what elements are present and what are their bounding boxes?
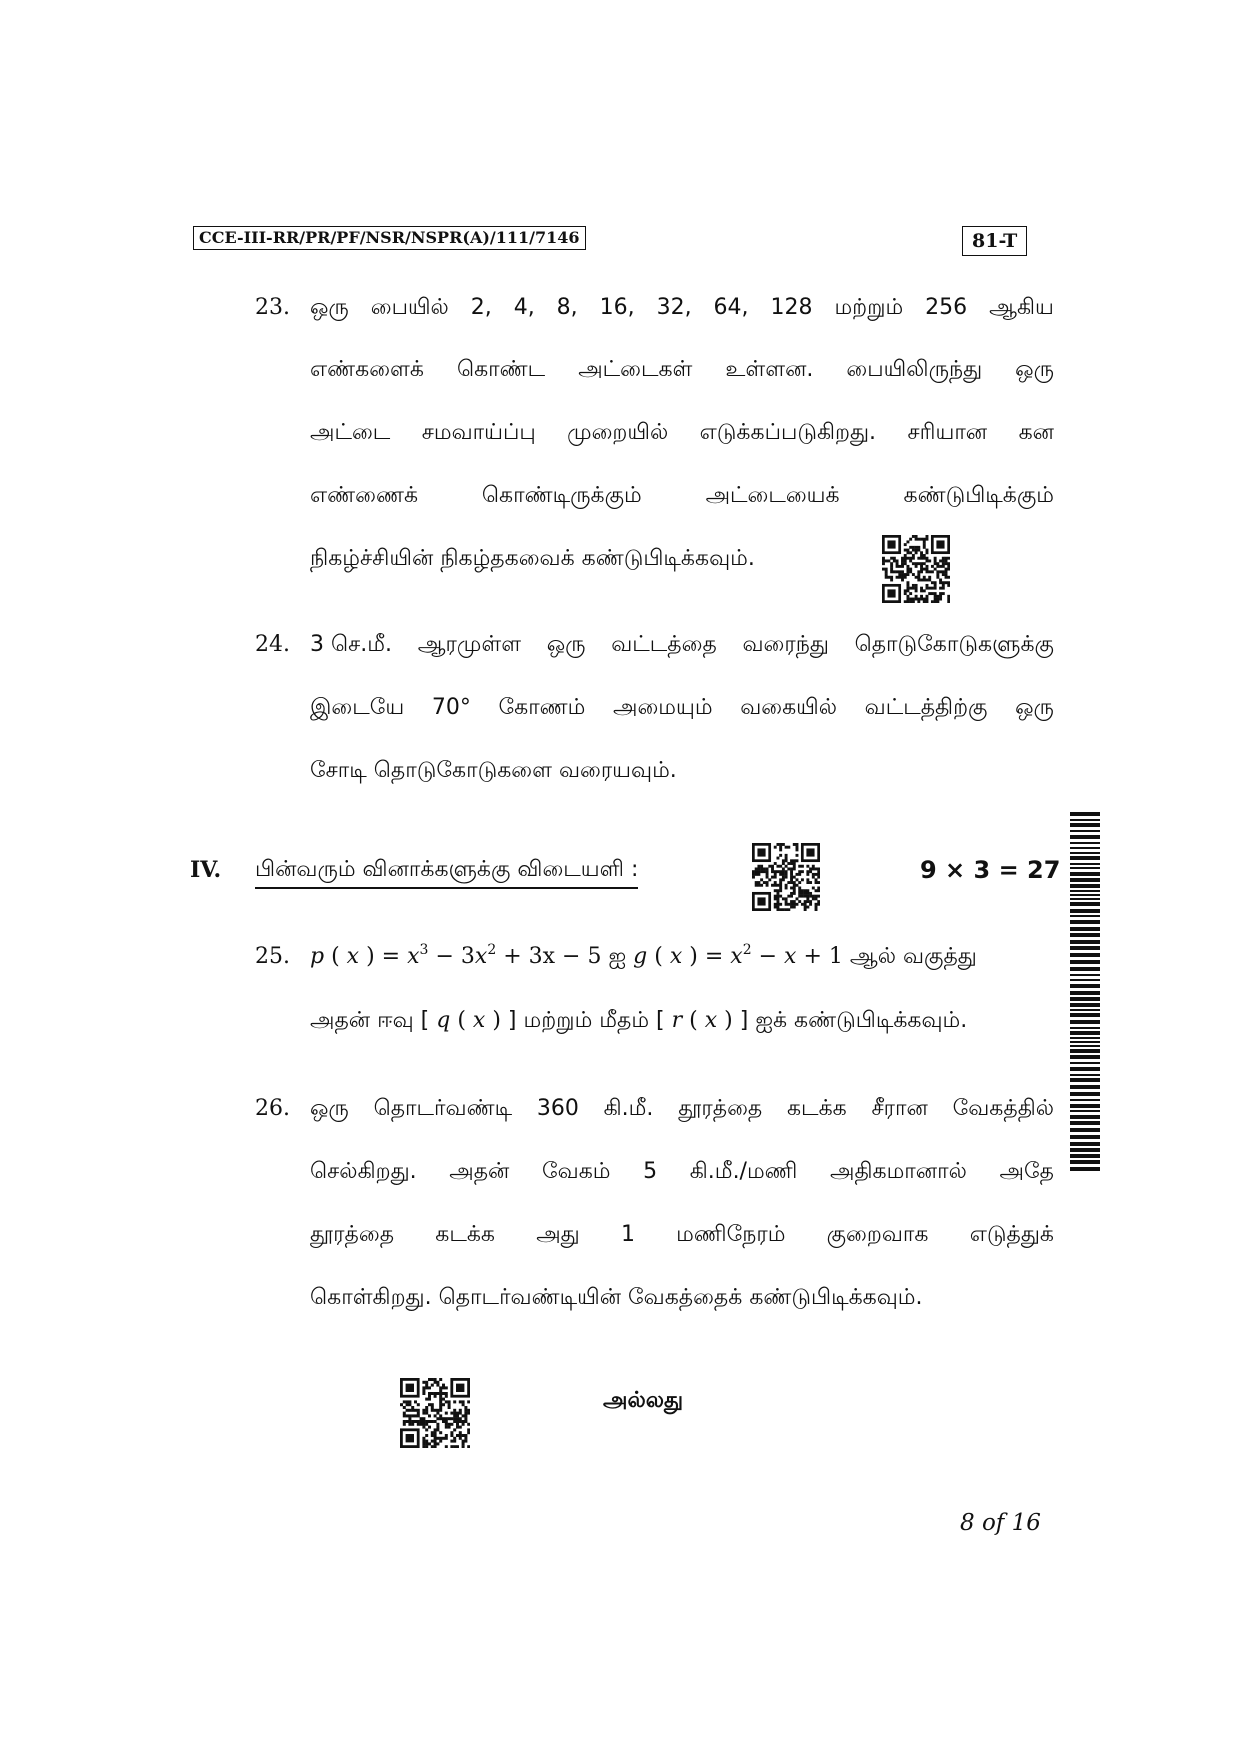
word: 3 செ.மீ. — [310, 632, 393, 657]
equals: = — [381, 944, 401, 969]
exponent: 2 — [487, 942, 497, 958]
word: அமையும் — [613, 695, 713, 720]
qr-code-icon — [752, 843, 820, 911]
x-symbol: x — [407, 944, 420, 969]
word: வேகத்தில் — [952, 1096, 1054, 1121]
word: 1 — [620, 1222, 635, 1247]
word: வட்டத்திற்கு — [864, 695, 988, 720]
word: தூரத்தை — [678, 1096, 763, 1121]
q25-text-b: ] மற்றும் மீதம் [ — [507, 1008, 665, 1033]
word: சமவாய்ப்பு — [421, 420, 536, 445]
word: பையில் — [370, 295, 449, 320]
section-title: பின்வரும் வினாக்களுக்கு விடையளி : — [255, 855, 638, 889]
word: நிகழ்ச்சியின் நிகழ்தகவைக் கண்டுபிடிக்கவும். — [310, 546, 755, 571]
word: 64, — [713, 295, 749, 320]
q25-text-c: ] ஐக் கண்டுபிடிக்கவும். — [739, 1008, 968, 1033]
q24-line-2 — [310, 693, 1054, 723]
section-marks: 9 × 3 = 27 — [920, 856, 1061, 884]
p-symbol: p — [310, 944, 325, 969]
word: பையிலிருந்து — [846, 357, 983, 382]
q23-line-5 — [310, 544, 830, 574]
word: ஒரு — [1015, 357, 1054, 382]
word: மணிநேரம் — [676, 1222, 786, 1247]
word: முறையில் — [567, 420, 669, 445]
word: சோடி தொடுகோடுகளை வரையவும். — [310, 758, 677, 783]
word: கடக்க — [786, 1096, 847, 1121]
word: எடுத்துக் — [969, 1222, 1054, 1247]
q23-line-1 — [310, 293, 1054, 323]
word: அதிகமானால் — [830, 1159, 967, 1184]
word: 4, — [513, 295, 535, 320]
word: இடையே — [310, 695, 405, 720]
q23-line-3 — [310, 418, 1054, 448]
x-symbol: x — [730, 944, 743, 969]
word: அதன் — [449, 1159, 510, 1184]
equals: = — [704, 944, 724, 969]
word: வேகம் — [542, 1159, 611, 1184]
term: + 3x − 5 — [503, 944, 602, 969]
word: கன — [1018, 420, 1054, 445]
word: 128 — [770, 295, 813, 320]
x-symbol: x — [669, 944, 683, 969]
word: வட்டத்தை — [611, 632, 717, 657]
q24-line-3 — [310, 756, 830, 786]
word: அட்டைகள் — [578, 357, 693, 382]
ai-word: ஐ — [608, 944, 627, 969]
word: தொடர்வண்டி — [373, 1096, 513, 1121]
word: மற்றும் — [834, 295, 904, 320]
word: அட்டை — [310, 420, 391, 445]
word: ஆகிய — [989, 295, 1054, 320]
q25-line-2: அதன் ஈவு [ q ( x ) ] மற்றும் மீதம் [ r ( x ) ] ஐக் கண்டுபிடிக்கவும். — [310, 1008, 968, 1033]
word: 16, — [599, 295, 635, 320]
word: 8, — [556, 295, 578, 320]
q-symbol: q — [436, 1008, 451, 1033]
word: கி.மீ. — [603, 1096, 654, 1121]
x-symbol: x — [474, 944, 488, 969]
exponent: 3 — [419, 942, 429, 958]
question-number-25: 25. — [255, 944, 290, 969]
q26-line-2 — [310, 1157, 1054, 1187]
section-number: IV. — [190, 857, 222, 883]
word: 2, — [470, 295, 492, 320]
word: அது — [536, 1222, 580, 1247]
word: அட்டையைக் — [705, 483, 840, 508]
word: உள்ளன. — [725, 357, 814, 382]
word: சீரான — [871, 1096, 928, 1121]
x-symbol: x — [784, 944, 797, 969]
word: தொடுகோடுகளுக்கு — [854, 632, 1054, 657]
word: கொண்டிருக்கும் — [481, 483, 642, 508]
word: கடக்க — [435, 1222, 495, 1247]
g-symbol: g — [633, 944, 648, 969]
q23-line-4 — [310, 481, 1054, 511]
word: கோணம் — [498, 695, 586, 720]
term: − — [758, 944, 778, 969]
word: ஒரு — [310, 295, 349, 320]
question-number-23: 23. — [255, 295, 290, 320]
word: வகையில் — [740, 695, 838, 720]
word: வரைந்து — [742, 632, 829, 657]
q25-line-1: p ( x ) = $x^3 - 3x^2 + 3x - 5$ ஐ g ( x ) = $x^2 - x + 1$ ஆல் வகுத்து — [310, 942, 977, 969]
word: 70° — [431, 695, 471, 720]
word: ஒரு — [310, 1096, 349, 1121]
term: − 3 — [435, 944, 475, 969]
question-number-26: 26. — [255, 1096, 290, 1121]
word: எண்களைக் — [310, 357, 424, 382]
word: ஆரமுள்ள — [417, 632, 522, 657]
or-separator: அல்லது — [603, 1388, 684, 1413]
term: + 1 — [803, 944, 843, 969]
q25-text-a: அதன் ஈவு [ — [310, 1008, 430, 1033]
word: 256 — [925, 295, 968, 320]
word: தூரத்தை — [310, 1222, 395, 1247]
version-code: 81-T — [962, 226, 1027, 256]
word: செல்கிறது. — [310, 1159, 417, 1184]
q26-line-3 — [310, 1220, 1054, 1250]
word: 360 — [536, 1096, 579, 1121]
qr-code-icon — [882, 535, 950, 603]
word: ஒரு — [546, 632, 586, 657]
word: எண்ணைக் — [310, 483, 419, 508]
x-symbol: x — [346, 944, 360, 969]
word: 5 — [643, 1159, 658, 1184]
word: கொள்கிறது. தொடர்வண்டியின் வேகத்தைக் கண்டுபிடிக்கவும். — [310, 1285, 923, 1310]
word: எடுக்கப்படுகிறது. — [699, 420, 877, 445]
word: ஒரு — [1015, 695, 1054, 720]
r-symbol: r — [671, 1008, 683, 1033]
x-symbol: x — [472, 1008, 486, 1033]
q24-line-1 — [310, 630, 1054, 660]
page-number: 8 of 16 — [960, 1510, 1041, 1536]
word: கி.மீ./மணி — [689, 1159, 798, 1184]
q26-line-4 — [310, 1283, 1010, 1313]
q23-line-2 — [310, 355, 1054, 385]
barcode-icon — [1070, 812, 1100, 1172]
paper-code: CCE-III-RR/PR/PF/NSR/NSPR(A)/111/7146 — [193, 226, 586, 250]
word: குறைவாக — [826, 1222, 929, 1247]
qr-code-icon — [400, 1378, 470, 1448]
word: கொண்ட — [456, 357, 546, 382]
divide-word: ஆல் வகுத்து — [849, 944, 977, 969]
word: கண்டுபிடிக்கும் — [903, 483, 1054, 508]
x-symbol: x — [704, 1008, 718, 1033]
q26-line-1 — [310, 1094, 1054, 1124]
exponent: 2 — [742, 942, 752, 958]
word: சரியான — [907, 420, 988, 445]
word: அதே — [999, 1159, 1054, 1184]
question-number-24: 24. — [255, 632, 290, 657]
word: 32, — [656, 295, 692, 320]
